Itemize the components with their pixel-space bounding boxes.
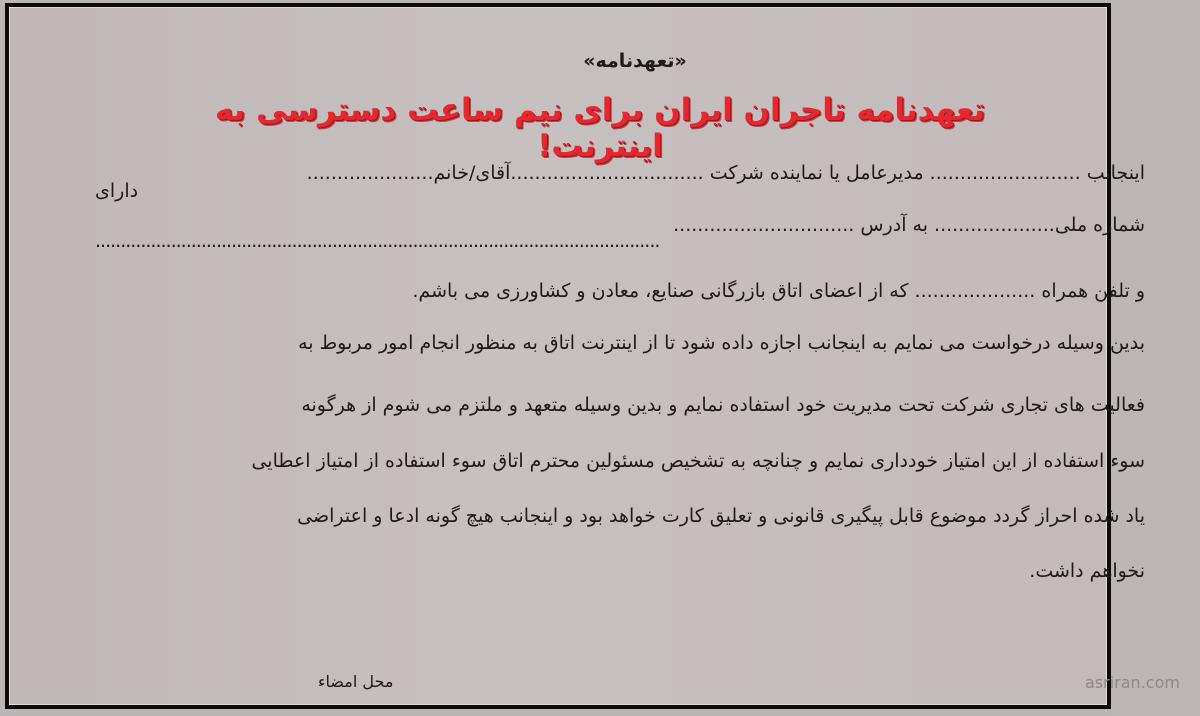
paragraph-line: بدین وسیله درخواست می نمایم به اینجانب اجازه داده شود تا از اینترنت اتاق به منظور انجام امور مربوط به [298, 332, 1145, 354]
document-heading: «تعهدنامه» [583, 50, 687, 72]
form-line-id-address: شماره ملی.................... به آدرس .............................. [673, 214, 1145, 236]
paragraph-line: سوء استفاده از این امتیاز خودداری نمایم و چنانچه به تشخیص مسئولین محترم اتاق سوء استفاده از امتیاز اعطایی [251, 450, 1145, 472]
signature-label: محل امضاء [318, 672, 394, 691]
margin-strip [1111, 0, 1200, 716]
form-line-phone-membership: و تلفن همراه .................... که از اعضای اتاق بازرگانی صنایع، معادن و کشاورزی می باشم. [412, 280, 1145, 302]
document-title: تعهدنامه تاجران ایران برای نیم ساعت دسترسی به اینترنت! [214, 92, 986, 164]
paragraph-line: نخواهم داشت. [1029, 560, 1145, 582]
form-line-address-blank: ................................................................................................................ [95, 230, 660, 252]
form-line-name-company-end: دارای [95, 180, 139, 202]
form-line-name-company: اینجانب ......................... مدیرعامل یا نماینده شرکت ................................آقای/خانم..................... [306, 162, 1145, 184]
paragraph-line: فعالیت های تجاری شرکت تحت مدیریت خود استفاده نمایم و بدین وسیله متعهد و ملتزم می شوم از هرگونه [301, 394, 1145, 416]
paragraph-line: یاد شده احراز گردد موضوع قابل پیگیری قانونی و تعلیق کارت خواهد بود و اینجانب هیچ گونه ادعا و اعتراضی [297, 505, 1145, 527]
watermark: asriran.com [1085, 673, 1180, 692]
